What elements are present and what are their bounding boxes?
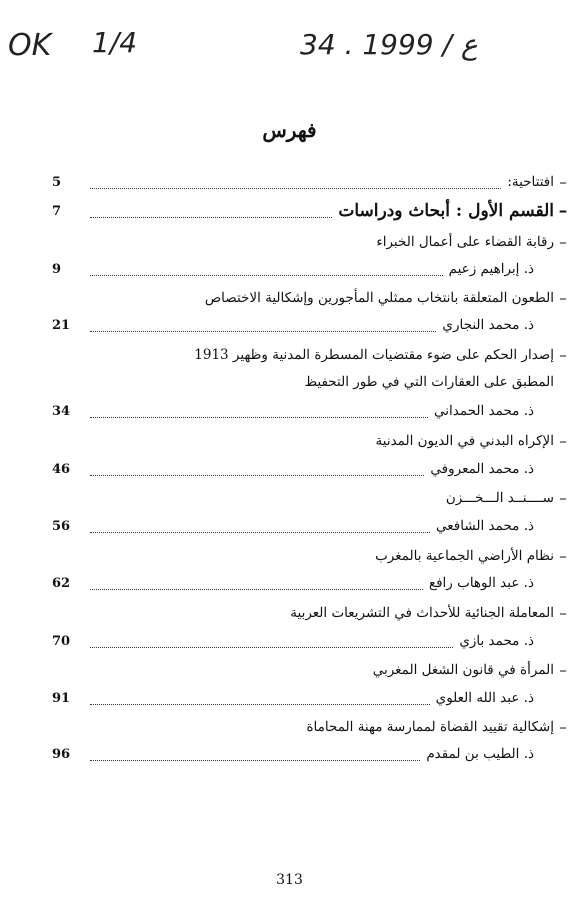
toc-article-author	[52, 686, 572, 710]
entry-title: رقابة القضاء على أعمال الخبراء	[376, 234, 554, 250]
leader-dots	[90, 691, 430, 705]
leader-dots	[90, 519, 430, 533]
bullet-dash: –	[559, 604, 567, 622]
leader-dots	[90, 204, 332, 218]
bullet-dash: –	[559, 489, 567, 507]
page-ref: 56	[52, 518, 71, 534]
entry-title: نظام الأراضي الجماعية بالمغرب	[375, 548, 554, 564]
toc-article-author	[52, 571, 572, 595]
toc-article-author	[52, 313, 572, 337]
page-ref: 9	[52, 261, 62, 277]
toc-entry-opening	[52, 170, 572, 194]
leader-dots	[90, 262, 443, 276]
toc-title: فهرس	[262, 118, 317, 142]
toc-article-author	[52, 457, 572, 481]
leader-dots	[90, 175, 501, 189]
handwritten-ok-mark: OK	[8, 28, 52, 63]
toc-article-title	[52, 486, 572, 510]
toc-article-author	[52, 629, 572, 653]
bullet-dash: –	[559, 173, 567, 191]
page-ref: 62	[52, 575, 71, 591]
bullet-dash: –	[559, 547, 567, 565]
entry-title: الإكراه البدني في الديون المدنية	[375, 433, 554, 449]
toc-article-author	[52, 399, 572, 423]
toc-article-title	[52, 343, 572, 367]
leader-dots	[90, 634, 453, 648]
toc-article-title	[52, 286, 572, 310]
entry-title: المعاملة الجنائية للأحداث في التشريعات العربية	[290, 605, 554, 621]
handwritten-date: 34 . ع / 1999	[300, 28, 478, 61]
page-ref: 70	[52, 633, 71, 649]
page-ref: 7	[52, 203, 62, 219]
leader-dots	[90, 318, 436, 332]
toc-article-author	[52, 742, 572, 766]
toc-article-title	[52, 715, 572, 739]
leader-dots	[90, 462, 424, 476]
author-name: ذ. إبراهيم زعيم	[448, 261, 534, 277]
handwritten-fraction: 1/4	[92, 26, 138, 59]
page-ref: 21	[52, 317, 71, 333]
toc-article-title	[52, 601, 572, 625]
entry-title: ســــنــد الـــخـــزن	[445, 490, 554, 506]
page-number: 313	[276, 872, 303, 888]
leader-dots	[90, 576, 423, 590]
leader-dots	[90, 747, 420, 761]
toc-article-title	[52, 230, 572, 254]
toc-article-title	[52, 429, 572, 453]
page-ref: 46	[52, 461, 71, 477]
author-name: ذ. الطيب بن لمقدم	[426, 746, 534, 762]
toc-section-heading	[52, 199, 572, 223]
author-name: ذ. محمد الشافعي	[436, 518, 534, 534]
entry-title: إصدار الحكم على ضوء مقتضيات المسطرة المدنية وظهير 1913	[194, 347, 554, 363]
bullet-dash: –	[559, 289, 567, 307]
bullet-dash: –	[558, 201, 568, 221]
page-ref: 96	[52, 746, 71, 762]
entry-title: إشكالية تقييد القضاة لممارسة مهنة المحاماة	[306, 719, 554, 735]
section-title: القسم الأول : أبحاث ودراسات	[338, 201, 554, 221]
toc-article-author	[52, 514, 572, 538]
bullet-dash: –	[559, 346, 567, 364]
page-ref: 91	[52, 690, 71, 706]
author-name: ذ. محمد المعروفي	[430, 461, 534, 477]
leader-dots	[90, 404, 428, 418]
page-ref: 5	[52, 174, 62, 190]
bullet-dash: –	[559, 432, 567, 450]
bullet-dash: –	[559, 661, 567, 679]
author-name: ذ. محمد الحمداني	[434, 403, 534, 419]
toc-article-title	[52, 658, 572, 682]
entry-title: المرأة في قانون الشغل المغربي	[372, 662, 554, 678]
author-name: ذ. محمد بازي	[459, 633, 534, 649]
entry-title: افتتاحية:	[507, 174, 554, 190]
author-name: ذ. محمد النجاري	[442, 317, 534, 333]
entry-title-continued: المطبق على العقارات التي في طور التحفيظ	[304, 374, 554, 390]
bullet-dash: –	[559, 718, 567, 736]
author-name: ذ. عبد الله العلوي	[435, 690, 534, 706]
toc-article-title-continued	[52, 370, 572, 394]
page-ref: 34	[52, 403, 71, 419]
bullet-dash: –	[559, 233, 567, 251]
entry-title: الطعون المتعلقة بانتخاب ممثلي المأجورين وإشكالية الاختصاص	[204, 290, 554, 306]
toc-article-author	[52, 257, 572, 281]
toc-article-title	[52, 544, 572, 568]
author-name: ذ. عبد الوهاب رافع	[428, 575, 534, 591]
